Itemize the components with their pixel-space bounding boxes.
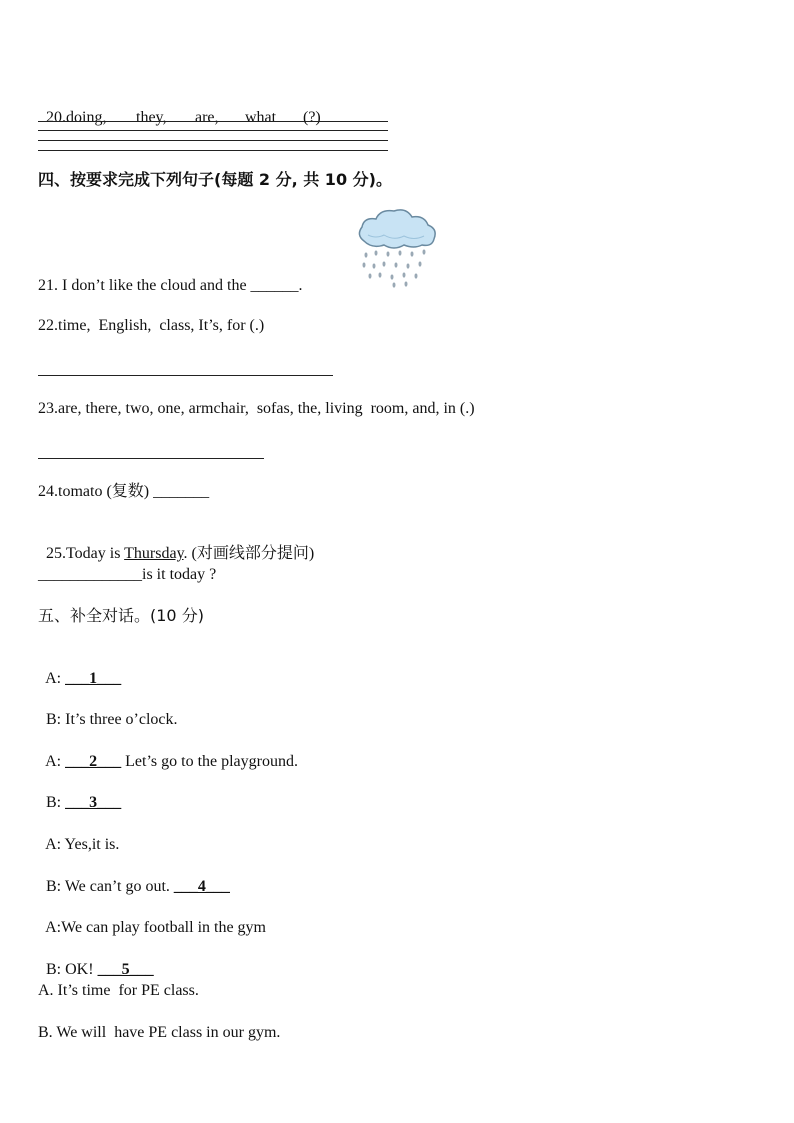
speaker: B:	[46, 961, 66, 978]
dialogue-text: Let’s go to the playground.	[121, 753, 298, 770]
word: they,	[136, 109, 167, 126]
dialogue-text: We can play football in the gym	[61, 919, 266, 936]
speaker: A:	[45, 919, 62, 936]
speaker: B:	[46, 878, 65, 895]
question-25	[38, 524, 314, 564]
speaker: A:	[45, 670, 66, 687]
dialogue-line	[38, 773, 121, 813]
answer-line	[38, 458, 264, 459]
dialogue-line	[38, 857, 230, 897]
question-number: 20.	[46, 109, 66, 126]
dialogue-text: OK!	[65, 961, 98, 978]
dialogue-line	[38, 690, 178, 730]
underlined-word: Thursday	[124, 545, 184, 562]
option-b: B. We will have PE class in our gym.	[38, 1024, 281, 1041]
dialogue-text: We can’t go out.	[64, 878, 174, 895]
word: (?)	[303, 109, 321, 126]
answer-line	[38, 130, 388, 131]
dialogue-blank: ___4___	[173, 878, 230, 895]
speaker: A:	[45, 836, 65, 853]
word: doing,	[66, 109, 107, 126]
dialogue-blank: ___3___	[65, 794, 122, 811]
dialogue-blank: ___5___	[97, 961, 154, 978]
section-5-heading: 五、补全对话。(10 分)	[38, 606, 204, 625]
answer-line	[38, 140, 388, 141]
speaker: A:	[45, 753, 66, 770]
word: what	[245, 109, 277, 126]
question-25-suffix: . (对画线部分提问)	[183, 545, 315, 562]
answer-line	[38, 121, 388, 122]
dialogue-line	[38, 649, 121, 689]
rain-cloud-icon	[354, 205, 440, 289]
speaker: B:	[46, 794, 66, 811]
dialogue-line	[38, 940, 154, 980]
speaker: B:	[46, 711, 66, 728]
dialogue-line	[38, 815, 119, 855]
question-25-prefix: 25.Today is	[46, 545, 125, 562]
question-23: 23.are, there, two, one, armchair, sofas, the, living room, and, in (.)	[38, 400, 475, 417]
dialogue-text: Yes,it is.	[64, 836, 120, 853]
question-25-answer-line: _____________is it today ?	[38, 566, 217, 583]
dialogue-blank: ___2___	[65, 753, 122, 770]
question-22: 22.time, English, class, It’s, for (.)	[38, 317, 265, 334]
question-24: 24.tomato (复数) _______	[38, 483, 210, 500]
word: are,	[195, 109, 219, 126]
dialogue-line	[38, 898, 266, 938]
question-21: 21. I don’t like the cloud and the ______.	[38, 277, 303, 294]
section-4-heading: 四、按要求完成下列句子(每题 2 分, 共 10 分)。	[38, 170, 392, 189]
option-a: A. It’s time for PE class.	[38, 982, 199, 999]
question-20	[38, 88, 321, 128]
answer-line	[38, 375, 333, 376]
dialogue-blank: ___1___	[65, 670, 122, 687]
dialogue-text: It’s three o’clock.	[65, 711, 178, 728]
dialogue-line	[38, 732, 298, 772]
answer-line	[38, 150, 388, 151]
